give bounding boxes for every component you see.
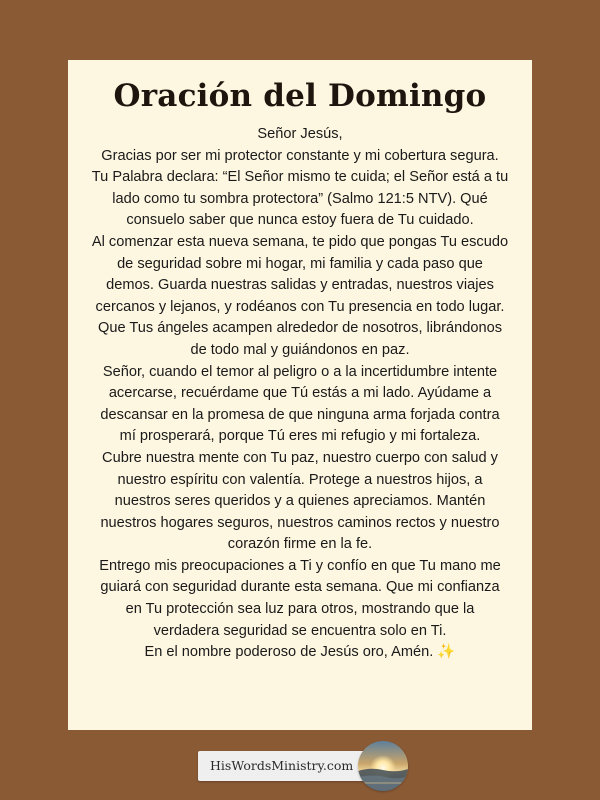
sunrise-logo-icon xyxy=(358,741,408,791)
sunrise-logo-graphic xyxy=(358,741,408,791)
prayer-line: verdadera seguridad se encuentra solo en Ti. xyxy=(153,622,447,639)
prayer-line: cercanos y lejanos, y rodéanos con Tu presencia en todo lugar. xyxy=(95,298,505,315)
prayer-text xyxy=(82,124,518,664)
prayer-card xyxy=(68,60,532,730)
prayer-line: guiará con seguridad durante esta semana. Que mi confianza xyxy=(100,579,500,596)
prayer-line: lado como tu sombra protectora” (Salmo 121:5 NTV). Qué xyxy=(112,190,488,207)
prayer-line: de todo mal y guiándonos en paz. xyxy=(190,341,410,358)
prayer-line: nuestro espíritu con valentía. Protege a nuestros hijos, a xyxy=(117,471,483,488)
prayer-line: Cubre nuestra mente con Tu paz, nuestro cuerpo con salud y xyxy=(102,449,498,466)
site-link[interactable]: HisWordsMinistry.com xyxy=(198,751,368,781)
prayer-line: Al comenzar esta nueva semana, te pido que pongas Tu escudo xyxy=(91,233,509,250)
prayer-line: Entrego mis preocupaciones a Ti y confío en que Tu mano me xyxy=(99,557,501,574)
prayer-line: nuestros seres queridos y a quienes apreciamos. Mantén xyxy=(114,493,486,510)
prayer-line: consuelo saber que nunca estoy fuera de Tu cuidado. xyxy=(126,212,474,229)
page-title: Oración del Domingo xyxy=(113,78,487,114)
prayer-line: en Tu protección sea luz para otros, mostrando que la xyxy=(125,601,475,618)
prayer-line: acercarse, recuérdame que Tú estás a mi lado. Ayúdame a xyxy=(108,385,492,402)
prayer-line: Gracias por ser mi protector constante y mi cobertura segura. xyxy=(101,147,499,164)
site-footer xyxy=(198,741,406,791)
prayer-line: de seguridad sobre mi hogar, mi familia y cada paso que xyxy=(117,255,483,272)
prayer-line: Que Tus ángeles acampen alrededor de nosotros, librándonos xyxy=(97,320,503,337)
prayer-line: Señor, cuando el temor al peligro o a la incertidumbre intente xyxy=(102,363,498,380)
prayer-line: Señor Jesús, xyxy=(257,126,343,142)
prayer-line: Tu Palabra declara: “El Señor mismo te cuida; el Señor está a tu xyxy=(91,169,509,186)
prayer-line: corazón firme en la fe. xyxy=(227,536,373,553)
prayer-line: demos. Guarda nuestras salidas y entradas, nuestros viajes xyxy=(106,277,494,294)
prayer-closing-line xyxy=(82,642,518,664)
prayer-line: nuestros hogares seguros, nuestros caminos rectos y nuestro xyxy=(100,514,500,531)
prayer-line: mí prosperará, porque Tú eres mi refugio y mi fortaleza. xyxy=(119,428,481,445)
sparkle-icon: ✨ xyxy=(437,644,456,661)
prayer-line: En el nombre poderoso de Jesús oro, Amén. xyxy=(144,644,434,661)
prayer-line: descansar en la promesa de que ninguna arma forjada contra xyxy=(100,406,500,423)
